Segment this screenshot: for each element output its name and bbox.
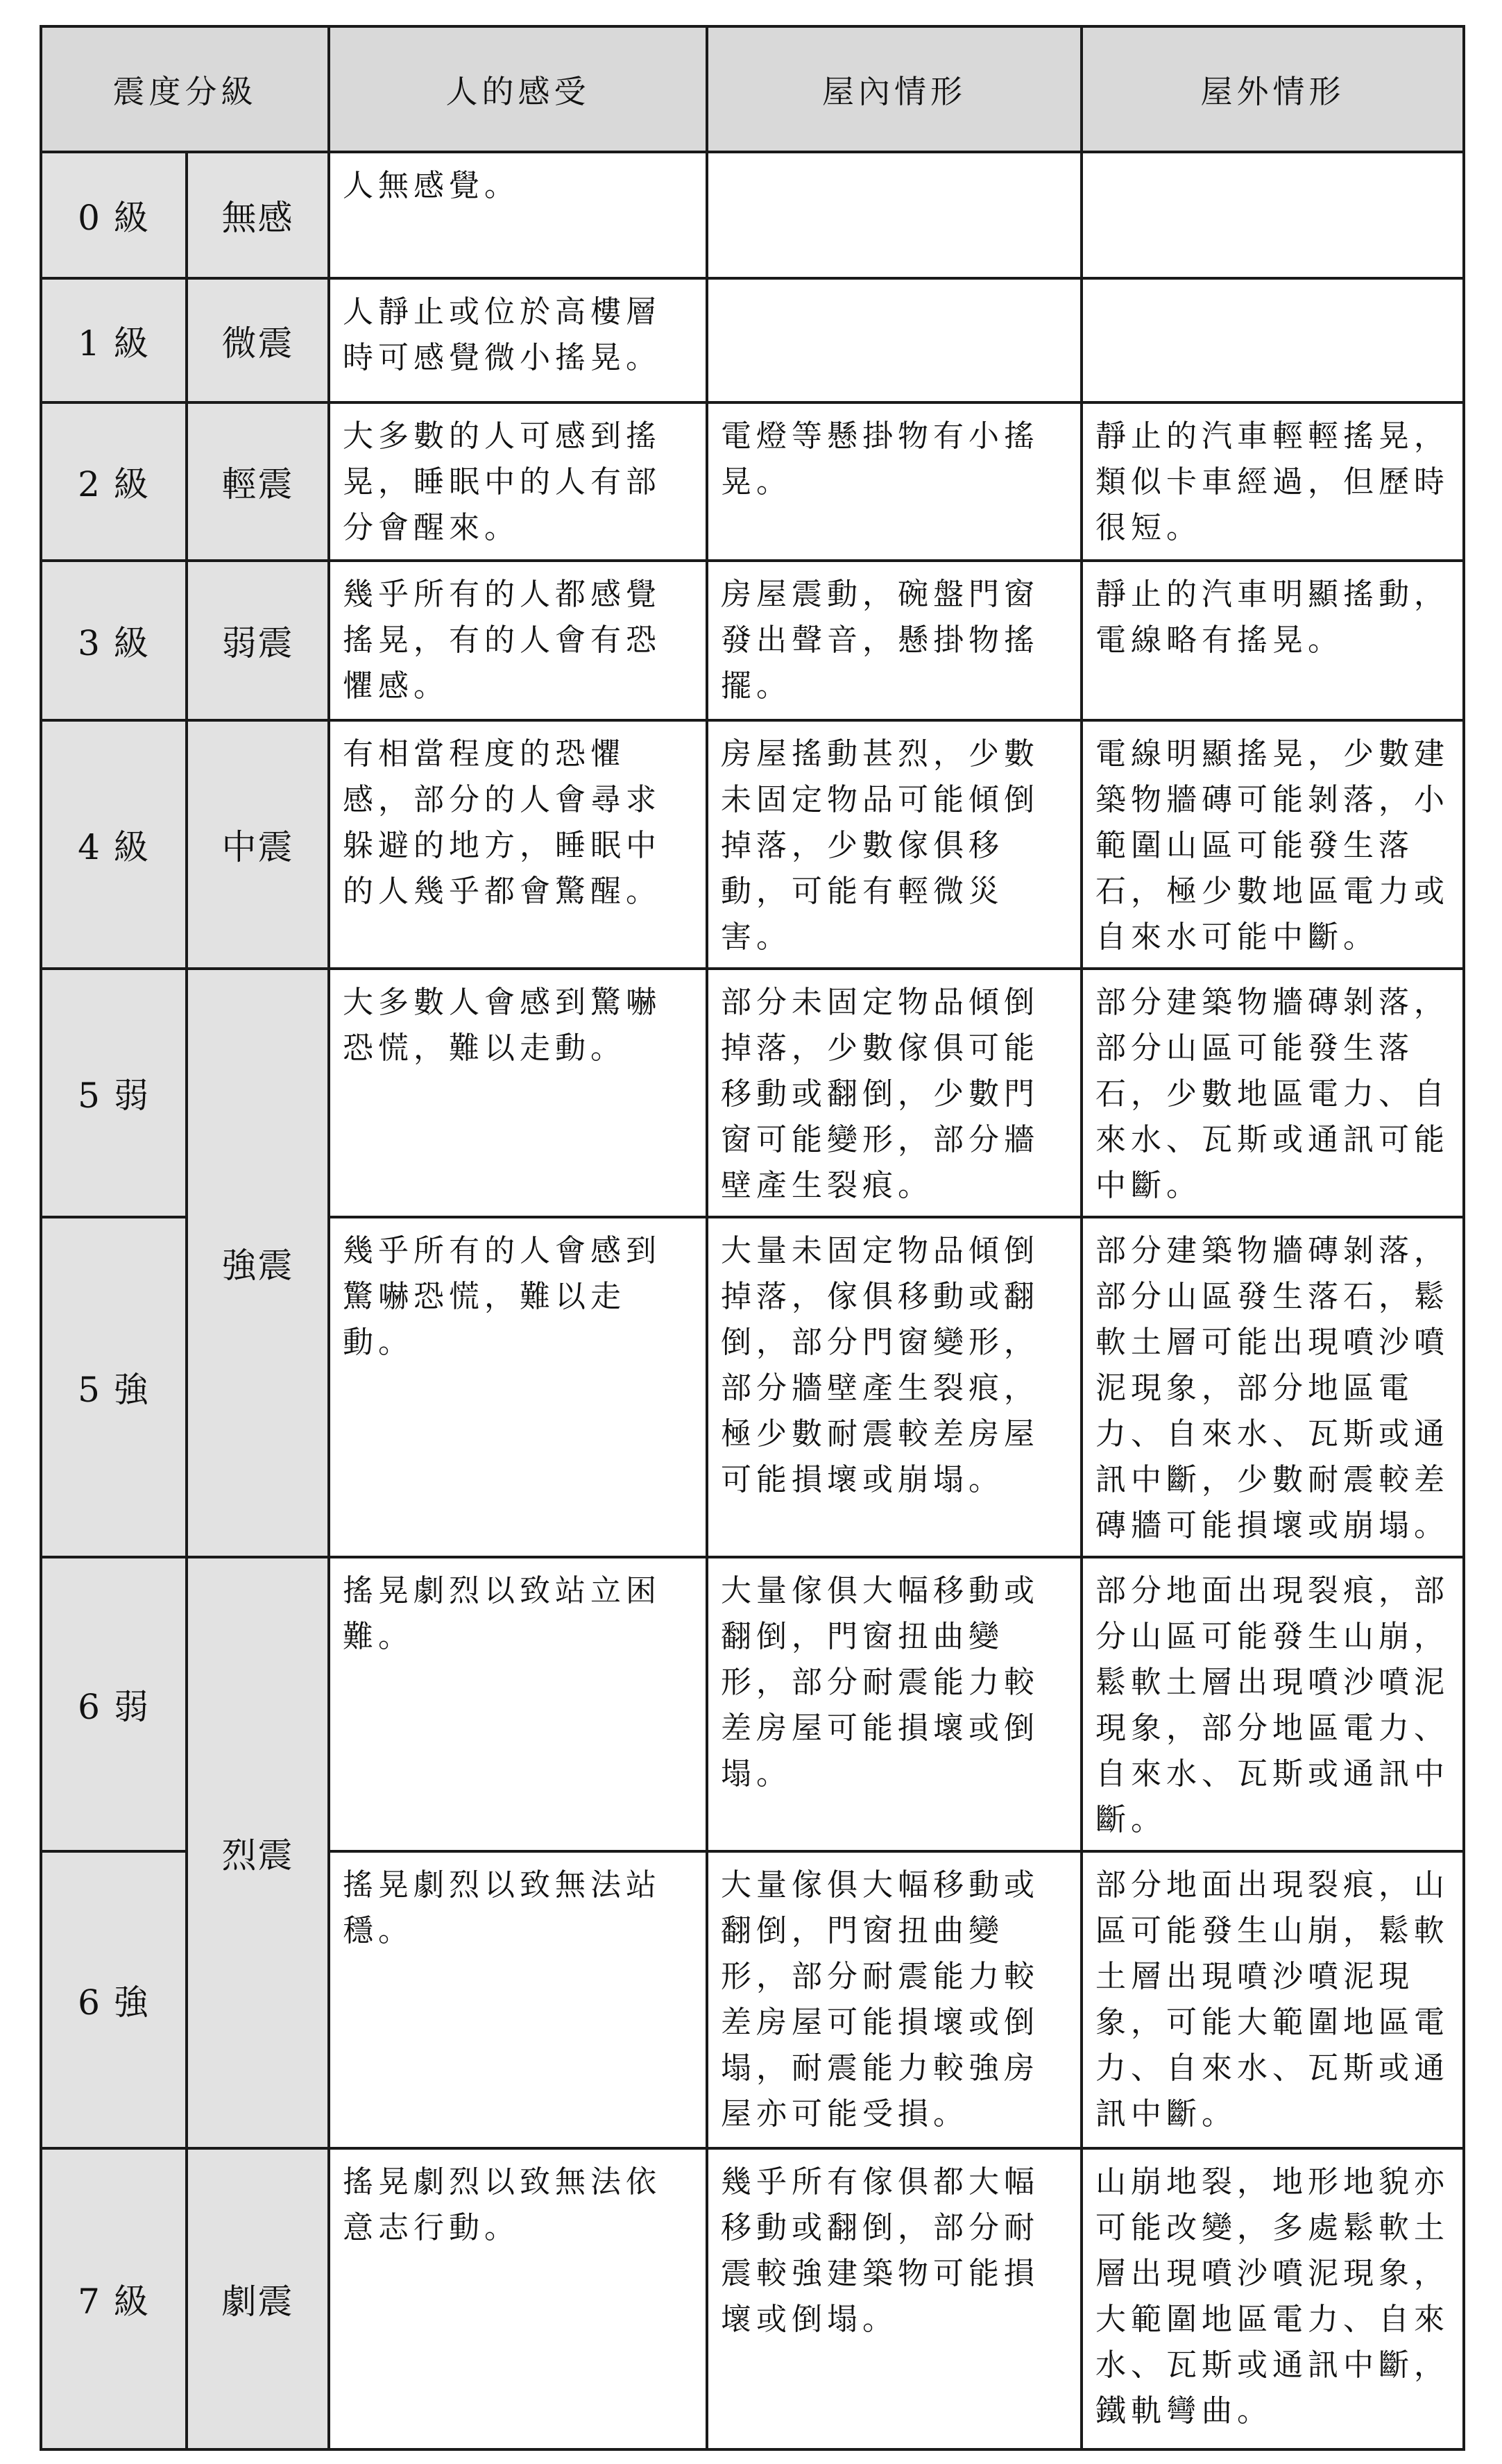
table-row (41, 561, 1464, 720)
table-row (41, 402, 1464, 561)
outdoor-cell: 部分建築物牆磚剝落，部分山區可能發生落石，少數地區電力、自來水、瓦斯或通訊可能中斷。 (1082, 969, 1464, 1217)
table-row (41, 278, 1464, 402)
people-cell: 搖晃劇烈以致站立困難。 (329, 1557, 707, 1851)
outdoor-cell: 靜止的汽車輕輕搖晃，類似卡車經過，但歷時很短。 (1082, 402, 1464, 561)
header-level: 震度分級 (41, 26, 329, 152)
table-row (41, 720, 1464, 969)
outdoor-cell: 部分地面出現裂痕，部分山區可能發生山崩，鬆軟土層出現噴沙噴泥現象，部分地區電力、自來水、瓦斯或通訊中斷。 (1082, 1557, 1464, 1851)
level-name-cell: 烈震 (187, 1557, 329, 2148)
header-people: 人的感受 (329, 26, 707, 152)
header-row (41, 26, 1464, 152)
level-name-cell: 強震 (187, 969, 329, 1557)
level-name-cell: 弱震 (187, 561, 329, 720)
people-cell: 幾乎所有的人都感覺搖晃，有的人會有恐懼感。 (329, 561, 707, 720)
level-name-cell: 中震 (187, 720, 329, 969)
outdoor-cell: 靜止的汽車明顯搖動，電線略有搖晃。 (1082, 561, 1464, 720)
people-cell: 大多數人會感到驚嚇恐慌，難以走動。 (329, 969, 707, 1217)
level-cell: 1 級 (41, 278, 187, 402)
header-indoor: 屋內情形 (707, 26, 1082, 152)
level-cell: 6 強 (41, 1851, 187, 2148)
people-cell: 幾乎所有的人會感到驚嚇恐慌，難以走動。 (329, 1217, 707, 1557)
outdoor-cell: 部分地面出現裂痕，山區可能發生山崩，鬆軟土層出現噴沙噴泥現象，可能大範圍地區電力、自來水、瓦斯或通訊中斷。 (1082, 1851, 1464, 2148)
table-row (41, 1557, 1464, 1851)
people-cell: 大多數的人可感到搖晃，睡眠中的人有部分會醒來。 (329, 402, 707, 561)
indoor-cell: 幾乎所有傢俱都大幅移動或翻倒，部分耐震較強建築物可能損壞或倒塌。 (707, 2148, 1082, 2449)
level-cell: 2 級 (41, 402, 187, 561)
indoor-cell: 大量未固定物品傾倒掉落，傢俱移動或翻倒，部分門窗變形，部分牆壁產生裂痕，極少數耐震較差房屋可能損壞或崩塌。 (707, 1217, 1082, 1557)
level-cell: 3 級 (41, 561, 187, 720)
level-cell: 0 級 (41, 152, 187, 278)
level-name-cell: 輕震 (187, 402, 329, 561)
table-row (41, 969, 1464, 1217)
indoor-cell: 大量傢俱大幅移動或翻倒，門窗扭曲變形，部分耐震能力較差房屋可能損壞或倒塌。 (707, 1557, 1082, 1851)
indoor-cell (707, 278, 1082, 402)
indoor-cell: 電燈等懸掛物有小搖晃。 (707, 402, 1082, 561)
people-cell: 搖晃劇烈以致無法站穩。 (329, 1851, 707, 2148)
level-cell: 5 強 (41, 1217, 187, 1557)
outdoor-cell: 山崩地裂，地形地貌亦可能改變，多處鬆軟土層出現噴沙噴泥現象，大範圍地區電力、自來水、瓦斯或通訊中斷，鐵軌彎曲。 (1082, 2148, 1464, 2449)
outdoor-cell (1082, 278, 1464, 402)
level-cell: 5 弱 (41, 969, 187, 1217)
people-cell: 人靜止或位於高樓層時可感覺微小搖晃。 (329, 278, 707, 402)
indoor-cell: 房屋搖動甚烈，少數未固定物品可能傾倒掉落，少數傢俱移動，可能有輕微災害。 (707, 720, 1082, 969)
table-row (41, 152, 1464, 278)
indoor-cell: 房屋震動，碗盤門窗發出聲音，懸掛物搖擺。 (707, 561, 1082, 720)
header-outdoor: 屋外情形 (1082, 26, 1464, 152)
indoor-cell (707, 152, 1082, 278)
people-cell: 搖晃劇烈以致無法依意志行動。 (329, 2148, 707, 2449)
table-row (41, 2148, 1464, 2449)
level-name-cell: 劇震 (187, 2148, 329, 2449)
indoor-cell: 大量傢俱大幅移動或翻倒，門窗扭曲變形，部分耐震能力較差房屋可能損壞或倒塌，耐震能力較強房屋亦可能受損。 (707, 1851, 1082, 2148)
level-cell: 7 級 (41, 2148, 187, 2449)
outdoor-cell: 部分建築物牆磚剝落，部分山區發生落石，鬆軟土層可能出現噴沙噴泥現象，部分地區電力、自來水、瓦斯或通訊中斷，少數耐震較差磚牆可能損壞或崩塌。 (1082, 1217, 1464, 1557)
people-cell: 人無感覺。 (329, 152, 707, 278)
outdoor-cell: 電線明顯搖晃，少數建築物牆磚可能剝落，小範圍山區可能發生落石，極少數地區電力或自來水可能中斷。 (1082, 720, 1464, 969)
level-cell: 6 弱 (41, 1557, 187, 1851)
indoor-cell: 部分未固定物品傾倒掉落，少數傢俱可能移動或翻倒，少數門窗可能變形，部分牆壁產生裂痕。 (707, 969, 1082, 1217)
level-name-cell: 無感 (187, 152, 329, 278)
people-cell: 有相當程度的恐懼感，部分的人會尋求躲避的地方，睡眠中的人幾乎都會驚醒。 (329, 720, 707, 969)
level-name-cell: 微震 (187, 278, 329, 402)
outdoor-cell (1082, 152, 1464, 278)
seismic-intensity-table (40, 25, 1465, 2451)
level-cell: 4 級 (41, 720, 187, 969)
